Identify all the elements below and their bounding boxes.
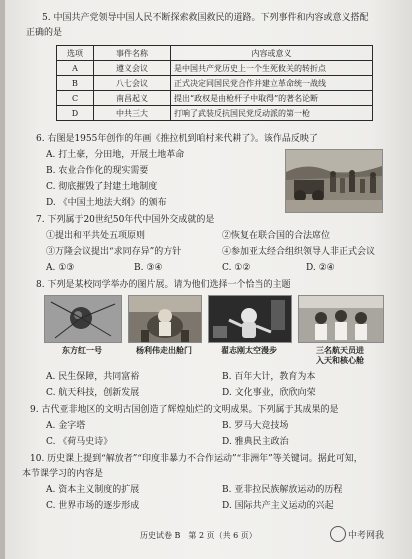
chat-bubble-icon <box>330 526 346 542</box>
q7-item-1: ①提出和平共处五项原则 <box>46 231 146 241</box>
q8-caption-4-line1: 三名航天员进 <box>316 345 364 355</box>
table-cell: D <box>57 106 94 121</box>
page-footer: 历史试卷 B 第 2 页（共 6 页） <box>140 531 257 540</box>
q8-option-a: A. 民生保障，共同富裕 <box>46 372 140 382</box>
q7-option-b: B. ③④ <box>134 263 163 273</box>
q8-stem: 8. 下列是某校同学举办的图片展。请为他们选择一个恰当的主题 <box>36 280 291 290</box>
q9-option-c: C. 《荷马史诗》 <box>46 437 113 447</box>
q8-caption-2: 杨利伟走出舱门 <box>136 345 192 355</box>
q6-option-d: D. 《中国土地法大纲》的颁布 <box>46 198 167 208</box>
table-cell: 是中国共产党历史上一个生死攸关的转折点 <box>171 61 373 76</box>
q10-stem-line1: 10. 历史课上提到“解放者”“印度非暴力不合作运动”“非洲年”等关键词。据此可知， <box>30 454 363 464</box>
table-row <box>57 76 373 91</box>
table-cell: 南昌起义 <box>94 91 171 106</box>
table-cell: C <box>57 91 94 106</box>
q6-stem: 6. 右图是1955年创作的年画《推拉机到咱村来代耕了》。该作品反映了 <box>36 134 318 144</box>
table-header-row <box>57 46 373 61</box>
q5-stem-line2: 正确的是 <box>26 28 63 38</box>
table-cell: 正式决定同国民党合作并建立革命统一战线 <box>171 76 373 91</box>
q10-option-b: B. 亚非拉民族解放运动的历程 <box>222 485 343 495</box>
table-cell: A <box>57 61 94 76</box>
q6-option-b: B. 农业合作化的现实需要 <box>46 166 149 176</box>
table-row <box>57 61 373 76</box>
table-cell: 遵义会议 <box>94 61 171 76</box>
q7-item-4: ④参加亚太经合组织领导人非正式会议 <box>222 247 376 257</box>
table-cell: 中共三大 <box>94 106 171 121</box>
q9-option-a: A. 金字塔 <box>46 421 86 431</box>
q10-option-c: C. 世界市场的逐步形成 <box>46 501 140 511</box>
q10-option-d: D. 国际共产主义运动的兴起 <box>222 501 334 511</box>
q8-option-d: D. 文化事业，欣欣向荣 <box>222 388 316 398</box>
table-row <box>57 106 373 121</box>
q8-photo-tianhe-module <box>298 295 384 343</box>
q7-item-2: ②恢复在联合国的合法席位 <box>222 231 331 241</box>
q8-option-b: B. 百年大计，教育为本 <box>222 372 316 382</box>
q5-stem-line1: 5. 中国共产党领导中国人民不断探索救国救民的道路。下列事件和内容或意义搭配 <box>42 13 369 23</box>
q8-caption-4-line2: 入天和核心舱 <box>316 355 364 365</box>
q8-option-c: C. 航天科技，创新发展 <box>46 388 140 398</box>
q6-new-year-painting <box>285 149 383 213</box>
q9-stem: 9. 古代亚非地区的文明古国创造了辉煌灿烂的文明成果。下列属于其成果的是 <box>30 405 339 415</box>
q7-option-c: C. ①② <box>222 263 251 273</box>
q8-caption-3: 翟志刚太空漫步 <box>221 345 277 355</box>
q8-photo-satellite <box>44 295 122 343</box>
q7-option-a: A. ①③ <box>46 263 75 273</box>
q5-table <box>56 45 373 121</box>
q10-option-a: A. 资本主义制度的扩展 <box>46 485 140 495</box>
q8-photo-spacewalk <box>208 295 292 343</box>
table-cell: 打响了武装反抗国民党反动派的第一枪 <box>171 106 373 121</box>
watermark-text: 中考网我 <box>348 531 385 541</box>
q8-photo-yang-liwei <box>128 295 202 343</box>
table-row <box>57 91 373 106</box>
q7-stem: 7. 下列属于20世纪50年代中国外交成就的是 <box>36 215 215 225</box>
table-header-cell: 内容或意义 <box>171 46 373 61</box>
table-header-cell: 事件名称 <box>94 46 171 61</box>
q7-item-3: ③万隆会议提出“求同存异”的方针 <box>46 247 182 257</box>
page-edge <box>0 0 5 559</box>
q6-option-a: A. 打土豪，分田地，开展土地革命 <box>46 150 185 160</box>
q9-option-d: D. 雅典民主政治 <box>222 437 289 447</box>
q8-caption-1: 东方红一号 <box>62 345 102 355</box>
table-cell: 提出“政权是由枪杆子中取得”的著名论断 <box>171 91 373 106</box>
table-cell: 八七会议 <box>94 76 171 91</box>
q10-stem-line2: 本节课学习的内容是 <box>22 469 104 479</box>
q7-option-d: D. ②④ <box>306 263 335 273</box>
q6-option-c: C. 彻底摧毁了封建土地制度 <box>46 182 158 192</box>
table-cell: B <box>57 76 94 91</box>
table-header-cell: 选项 <box>57 46 94 61</box>
q9-option-b: B. 罗马大竞技场 <box>222 421 289 431</box>
